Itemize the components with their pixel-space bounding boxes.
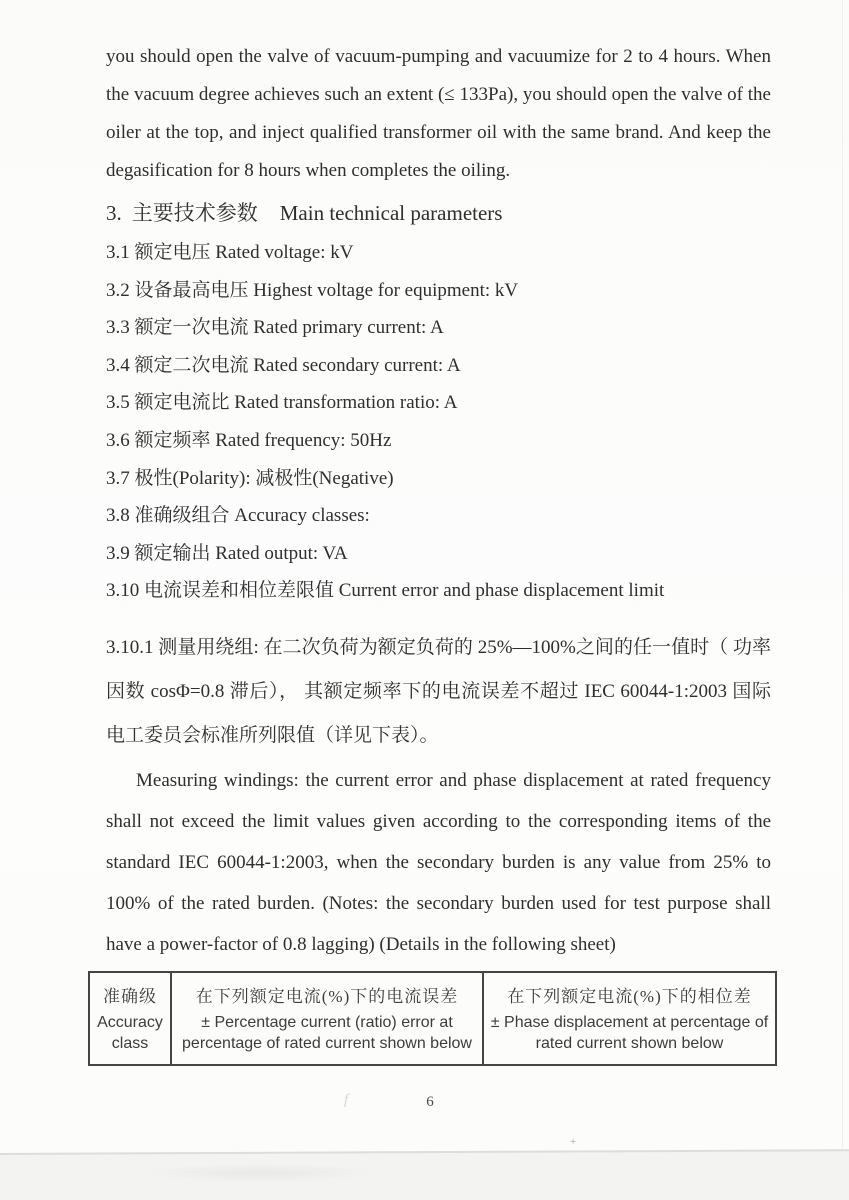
measuring-windings-paragraph: Measuring windings: the current error and phase displacement at rated frequency shall not exceed the limit values given according to the corresponding items of the standard IEC 60044-1:2003, when the secondary burden is any value from 25% to 100% of the rated burden. (Notes: the secondary burden used for test purpose shall have a power-factor of 0.8 lagging) (Details in the following sheet) [106,769,771,955]
accuracy-class-en: Accuracy class [97,1013,163,1052]
section-heading-en: Main technical parameters [279,201,503,225]
param-item-3-3: 3.3 额定一次电流 Rated primary current: A [106,317,444,339]
accuracy-class-table [88,971,777,1066]
intro-paragraph: you should open the valve of vacuum-pumping and vacuumize for 2 to 4 hours. When the vacuum degree achieves such an extent (≤ 133Pa), you should open the valve of the oiler at the top, and inject qualified transformer oil with the same brand. And keep the degasification for 8 hours when completes the oiling. [106,46,771,181]
section-heading-zh: 主要技术参数 [131,201,258,225]
param-item-3-5: 3.5 额定电流比 Rated transformation ratio: A [106,392,458,414]
param-item-3-4: 3.4 额定二次电流 Rated secondary current: A [106,354,461,376]
param-item-3-10: 3.10 电流误差和相位差限值 Current error and phase displacement limit [106,580,665,602]
scan-bottom-page-edge [0,1149,849,1200]
table-cell-accuracy-class [89,972,171,1065]
param-item-3-8: 3.8 准确级组合 Accuracy classes: [106,505,370,527]
clause-3-10-1-paragraph: 3.10.1 测量用绕组: 在二次负荷为额定负荷的 25%—100%之间的任一值时（ 功率因数 cosΦ=0.8 滞后）， 其额定频率下的电流误差不超过 IEC 60044-1:2003 国际电工委员会标准所列限值（详见下表）。 [106,636,771,746]
scan-bottom-smudge [140,1163,380,1183]
param-item-3-1: 3.1 额定电压 Rated voltage: kV [106,242,354,263]
param-item-3-2: 3.2 设备最高电压 Highest voltage for equipment: kV [106,279,519,301]
table-cell-phase-displacement [483,972,776,1065]
page-number: 6 [426,1094,434,1110]
current-error-en: ± Percentage current (ratio) error at percentage of rated current shown below [182,1013,472,1052]
section-number: 3. [106,201,122,225]
accuracy-class-zh: 准确级 [103,986,157,1006]
current-error-zh: 在下列额定电流(%)下的电流误差 [195,986,459,1006]
param-item-3-6: 3.6 额定频率 Rated frequency: 50Hz [106,429,392,451]
table-header-row [89,972,776,1065]
table-cell-current-error [171,972,483,1065]
phase-displacement-en: ± Phase displacement at percentage of rated current shown below [490,1013,769,1052]
scan-right-edge-line [842,0,843,1152]
parameter-list [106,234,771,610]
param-item-3-7: 3.7 极性(Polarity): 减极性(Negative) [106,467,394,489]
document-body [106,38,771,965]
registration-plus-mark: + [570,1136,577,1148]
phase-displacement-zh: 在下列额定电流(%)下的相位差 [507,986,752,1006]
section-heading [106,198,771,228]
scan-smudge-mark: f [344,1092,349,1108]
param-item-3-9: 3.9 额定输出 Rated output: VA [106,542,348,564]
